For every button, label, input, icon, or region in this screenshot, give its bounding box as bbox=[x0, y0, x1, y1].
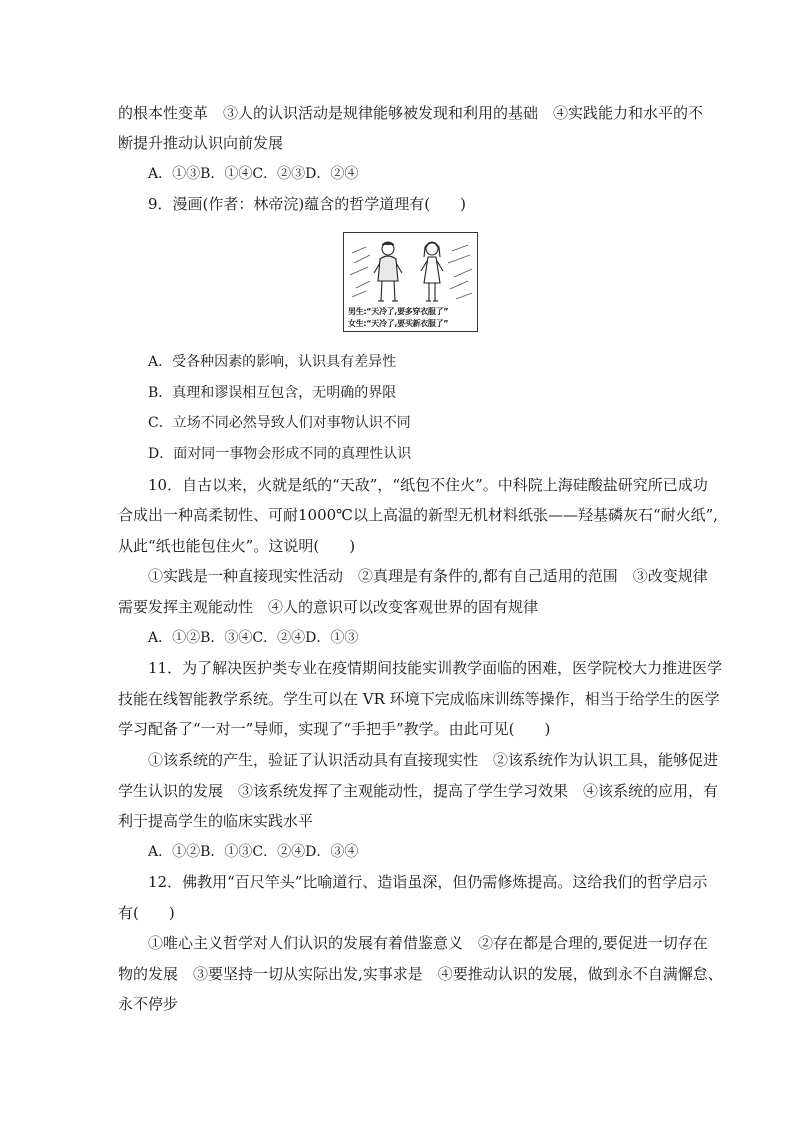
q8-answer-choices: A．①③B．①④C．②③D．②④ bbox=[148, 166, 359, 182]
q9-option-d: D．面对同一事物会形成不同的真理性认识 bbox=[148, 446, 412, 462]
cartoon-drawing bbox=[344, 233, 478, 332]
q10-stem-line-3: 从此“纸也能包住火”。这说明( ) bbox=[118, 537, 356, 555]
q10-statements-line-2: 需要发挥主观能动性 ④人的意识可以改变客观世界的固有规律 bbox=[118, 598, 539, 616]
q8-options-continued: 的根本性变革 ③人的认识活动是规律能够被发现和利用的基础 ④实践能力和水平的不 bbox=[118, 104, 704, 122]
q12-stem-line-2: 有( ) bbox=[118, 904, 175, 922]
cartoon-caption-male: 男生:“天冷了,要多穿衣服了” bbox=[348, 307, 449, 316]
q12-stem-line-1: 12．佛教用“百尺竿头”比喻道行、造诣虽深，但仍需修炼提高。这给我们的哲学启示 bbox=[148, 873, 708, 891]
q10-stem-line-1: 10．自古以来，火就是纸的“天敌”，“纸包不住火”。中科院上海硅酸盐研究所已成功 bbox=[148, 476, 708, 494]
q12-statements-line-1: ①唯心主义哲学对人们认识的发展有着借鉴意义 ②存在都是合理的,要促进一切存在 bbox=[148, 934, 708, 952]
q12-statements-line-3: 永不停步 bbox=[118, 995, 179, 1013]
q11-answer-choices: A．①②B．①③C．②④D．③④ bbox=[148, 844, 359, 860]
q9-option-a: A．受各种因素的影响，认识具有差异性 bbox=[148, 354, 397, 370]
q9-stem: 9．漫画(作者：林帝浣)蕴含的哲学道理有( ) bbox=[148, 195, 466, 213]
q9-option-c: C．立场不同必然导致人们对事物认识不同 bbox=[148, 415, 411, 431]
cartoon-illustration bbox=[343, 232, 478, 332]
q11-stem-line-1: 11．为了解决医护类专业在疫情期间技能实训教学面临的困难，医学院校大力推进医学 bbox=[148, 659, 723, 677]
q12-statements-line-2: 物的发展 ③要坚持一切从实际出发,实事求是 ④要推动认识的发展，做到永不自满懈怠、 bbox=[118, 965, 723, 983]
cartoon-caption-female: 女生:“天冷了,要买新衣服了” bbox=[348, 319, 449, 328]
q11-statements-line-3: 利于提高学生的临床实践水平 bbox=[118, 812, 314, 830]
q11-statements-line-1: ①该系统的产生，验证了认识活动具有直接现实性 ②该系统作为认识工具，能够促进 bbox=[148, 751, 719, 769]
q11-stem-line-2: 技能在线智能教学系统。学生可以在 VR 环境下完成临床训练等操作，相当于给学生的医学 bbox=[118, 690, 720, 708]
q11-stem-line-3: 学习配备了“一对一”导师，实现了“手把手”教学。由此可见( ) bbox=[118, 720, 551, 738]
q10-statements-line-1: ①实践是一种直接现实性活动 ②真理是有条件的,都有自己适用的范围 ③改变规律 bbox=[148, 567, 708, 585]
q8-options-end: 断提升推动认识向前发展 bbox=[118, 134, 284, 152]
q10-answer-choices: A．①②B．③④C．②④D．①③ bbox=[148, 630, 359, 646]
q9-option-b: B．真理和谬误相互包含，无明确的界限 bbox=[148, 385, 397, 401]
q10-stem-line-2: 合成出一种高柔韧性、可耐1000℃以上高温的新型无机材料纸张——羟基磷灰石“耐火纸”, bbox=[118, 506, 719, 524]
q11-statements-line-2: 学生认识的发展 ③该系统发挥了主观能动性，提高了学生学习效果 ④该系统的应用，有 bbox=[118, 782, 719, 800]
